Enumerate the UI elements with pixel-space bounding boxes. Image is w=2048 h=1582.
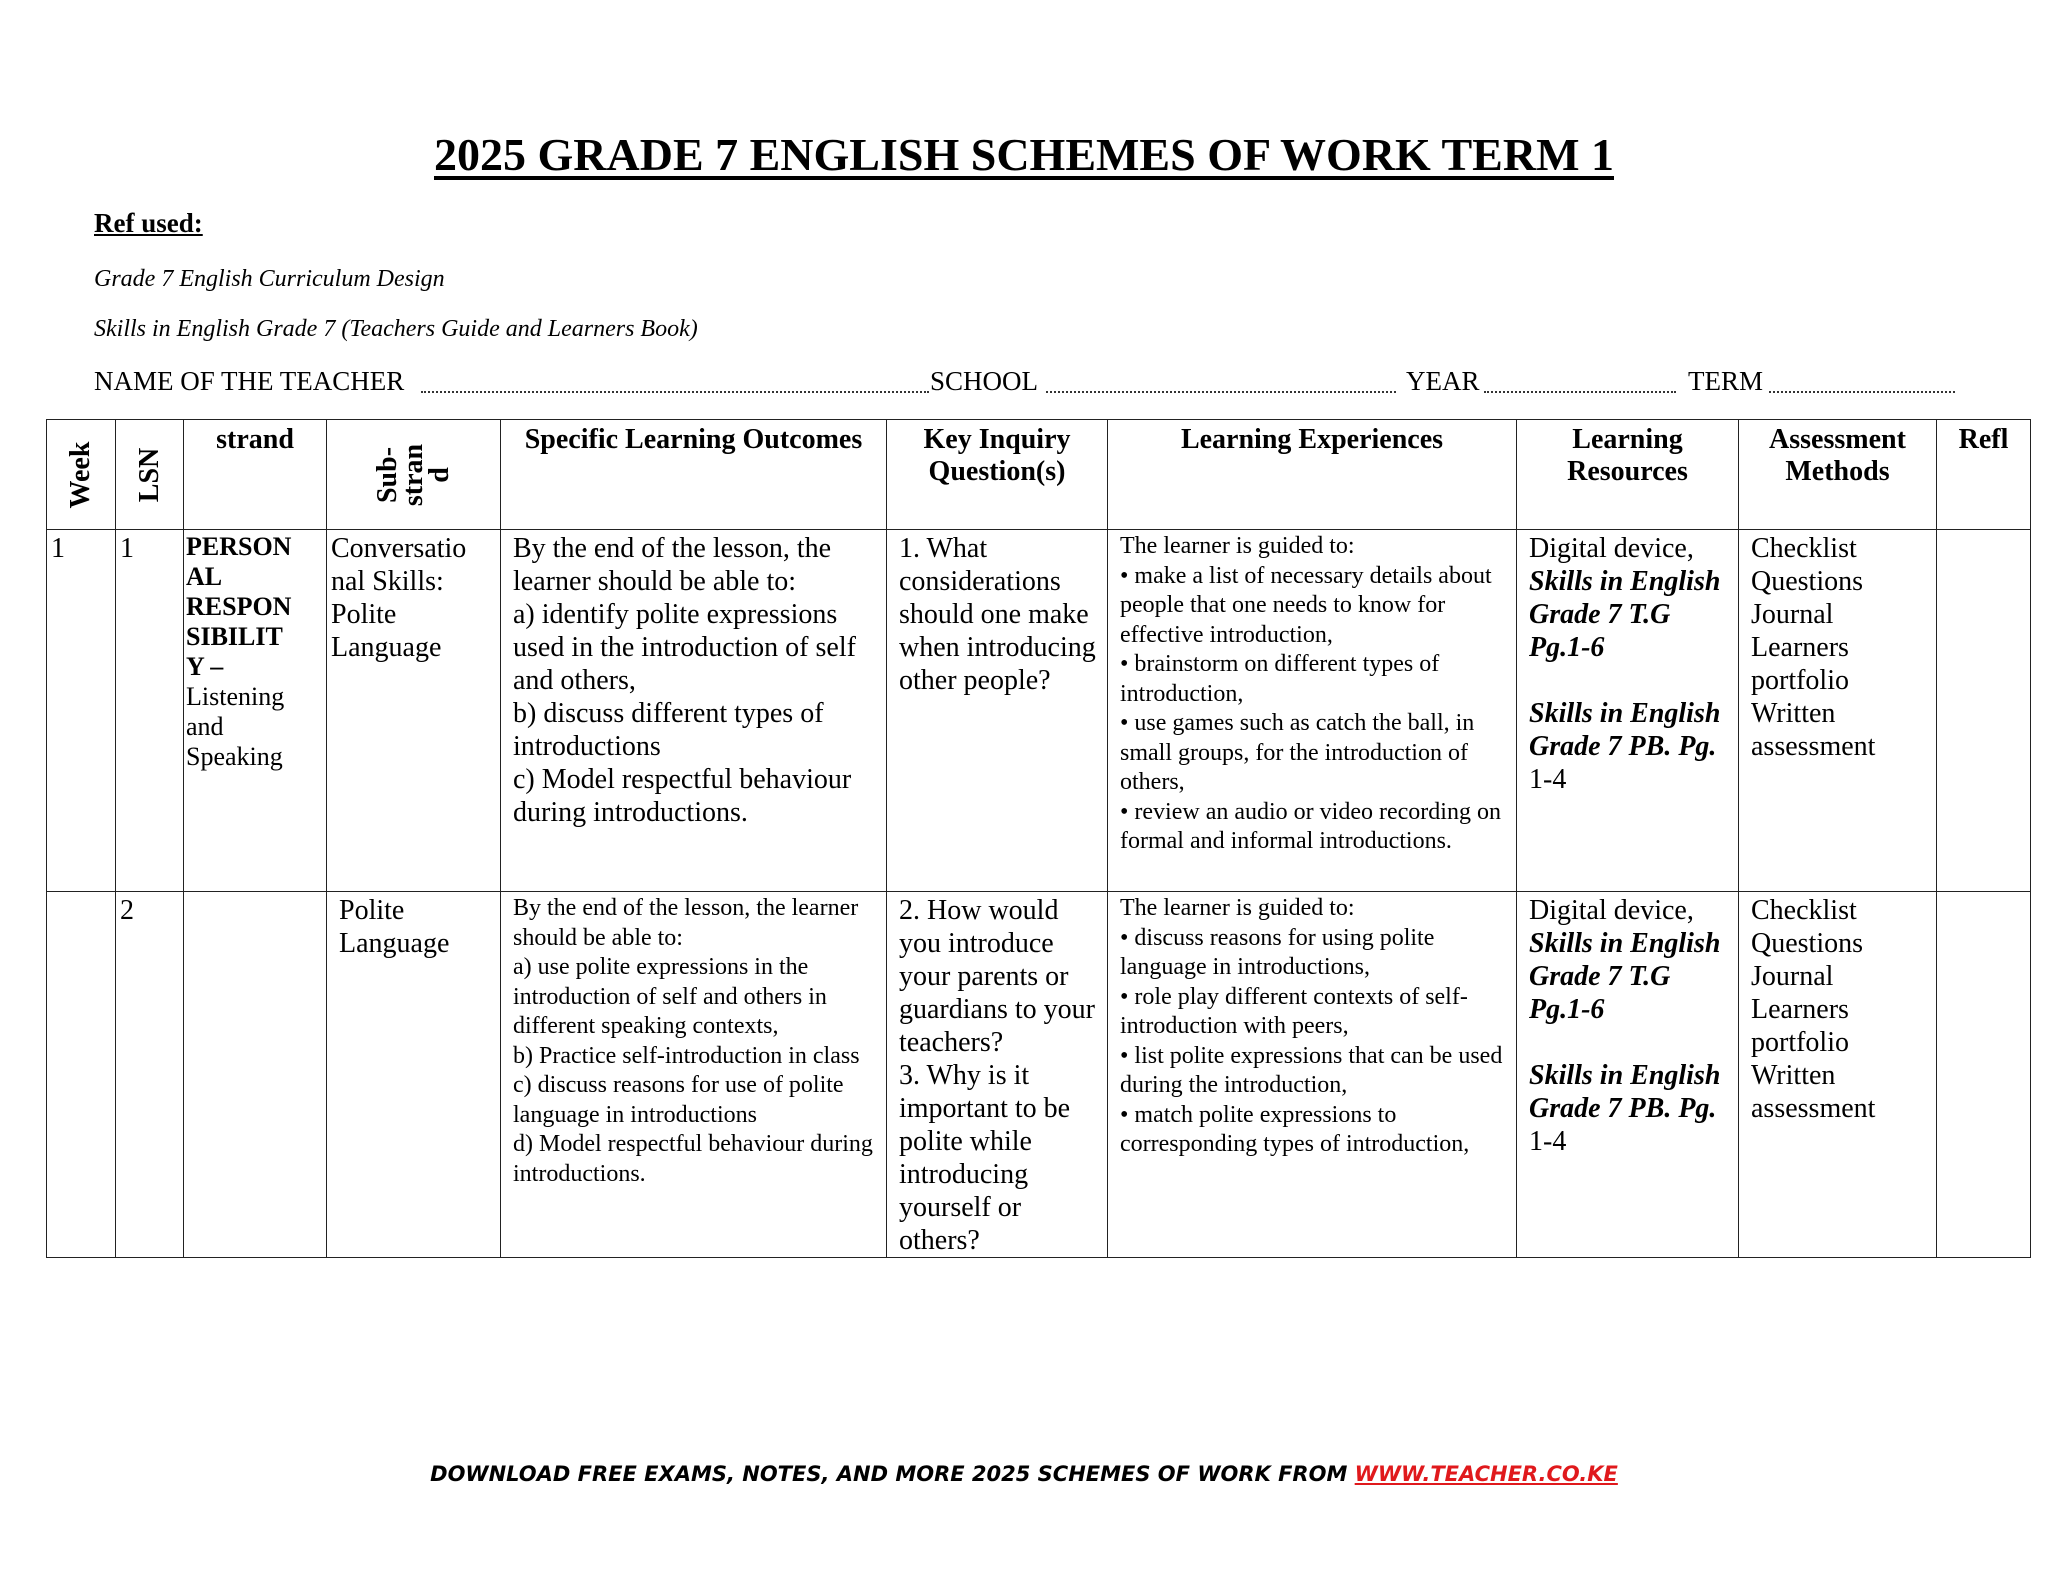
resources-cell: Digital device, Skills in English Grade 7 T.G Pg.1-6 Skills in English Grade 7 PB. Pg. 1-4	[1517, 530, 1739, 892]
lsn-cell: 1	[116, 530, 184, 892]
experiences-cell: The learner is guided to: • make a list of necessary details about people that one needs to know for effective introduction, • brainstorm on different types of introduction, • use games such as catch the ball, in small groups, for the introduction of others, • review an audio or video recording on formal and informal introductions.	[1108, 530, 1517, 892]
experiences-cell: The learner is guided to: • discuss reasons for using polite language in introductions, • role play different contexts of self-introduction with peers, • list polite expressions that can be used during the introduction, • match polite expressions to corresponding types of introduction,	[1108, 892, 1517, 1258]
ref-curriculum-design: Grade 7 English Curriculum Design	[94, 266, 445, 292]
teacher-website-link[interactable]: WWW.TEACHER.CO.KE	[1354, 1462, 1618, 1486]
substrand-cell: Conversatio nal Skills: Polite Language	[327, 530, 501, 892]
outcomes-cell: By the end of the lesson, the learner should be able to: a) use polite expressions in the introduction of self and others in different speaking contexts, b) Practice self-introduction in class c) discuss reasons for use of polite language in introductions d) Model respectful behaviour during introductions.	[501, 892, 887, 1258]
header-strand: strand	[184, 420, 327, 530]
resources-cell: Digital device, Skills in English Grade 7 T.G Pg.1-6 Skills in English Grade 7 PB. Pg. 1-4	[1517, 892, 1739, 1258]
reflection-cell[interactable]	[1937, 892, 2031, 1258]
teacher-details-line	[94, 366, 1964, 402]
substrand-cell: Polite Language	[327, 892, 501, 1258]
strand-cell: PERSON AL RESPON SIBILIT Y – Listening and Speaking	[184, 530, 327, 892]
assessment-cell: Checklist Questions Journal Learners portfolio Written assessment	[1739, 892, 1937, 1258]
table-row	[47, 892, 2031, 1258]
teacher-name-label: NAME OF THE TEACHER	[94, 366, 405, 396]
scheme-of-work-table	[46, 419, 2031, 1258]
week-cell	[47, 892, 116, 1258]
footer-text: DOWNLOAD FREE EXAMS, NOTES, AND MORE 2025 SCHEMES OF WORK FROM	[430, 1462, 1355, 1486]
reflection-cell[interactable]	[1937, 530, 2031, 892]
header-specific-learning-outcomes: Specific Learning Outcomes	[501, 420, 887, 530]
ref-used-label: Ref used:	[94, 208, 203, 238]
key-inquiry-cell: 2. How would you introduce your parents or guardians to your teachers? 3. Why is it important to be polite while introducing yourself or others?	[887, 892, 1108, 1258]
header-week: Week	[47, 420, 116, 530]
key-inquiry-cell: 1. What considerations should one make when introducing other people?	[887, 530, 1108, 892]
header-key-inquiry-questions: Key Inquiry Question(s)	[887, 420, 1108, 530]
ref-skills-in-english: Skills in English Grade 7 (Teachers Guide and Learners Book)	[94, 316, 698, 342]
year-label: YEAR	[1406, 366, 1480, 396]
lsn-cell: 2	[116, 892, 184, 1258]
header-learning-resources: Learning Resources	[1517, 420, 1739, 530]
strand-cell	[184, 892, 327, 1258]
term-label: TERM	[1688, 366, 1764, 396]
header-assessment-methods: Assessment Methods	[1739, 420, 1937, 530]
header-lsn: LSN	[116, 420, 184, 530]
year-field[interactable]	[1484, 391, 1676, 393]
header-row	[47, 420, 2031, 530]
document-title: 2025 GRADE 7 ENGLISH SCHEMES OF WORK TERM 1	[434, 129, 1614, 180]
table-row	[47, 530, 2031, 892]
school-label: SCHOOL	[930, 366, 1039, 396]
teacher-name-field[interactable]	[421, 391, 929, 393]
week-cell: 1	[47, 530, 116, 892]
header-reflection: Refl	[1937, 420, 2031, 530]
download-footer	[0, 1462, 2048, 1486]
outcomes-cell: By the end of the lesson, the learner should be able to: a) identify polite expressions used in the introduction of self and others, b) discuss different types of introductions c) Model respectful behaviour during introductions.	[501, 530, 887, 892]
term-field[interactable]	[1769, 391, 1955, 393]
header-learning-experiences: Learning Experiences	[1108, 420, 1517, 530]
header-substrand: Sub- stran d	[327, 420, 501, 530]
school-field[interactable]	[1046, 391, 1396, 393]
assessment-cell: Checklist Questions Journal Learners portfolio Written assessment	[1739, 530, 1937, 892]
